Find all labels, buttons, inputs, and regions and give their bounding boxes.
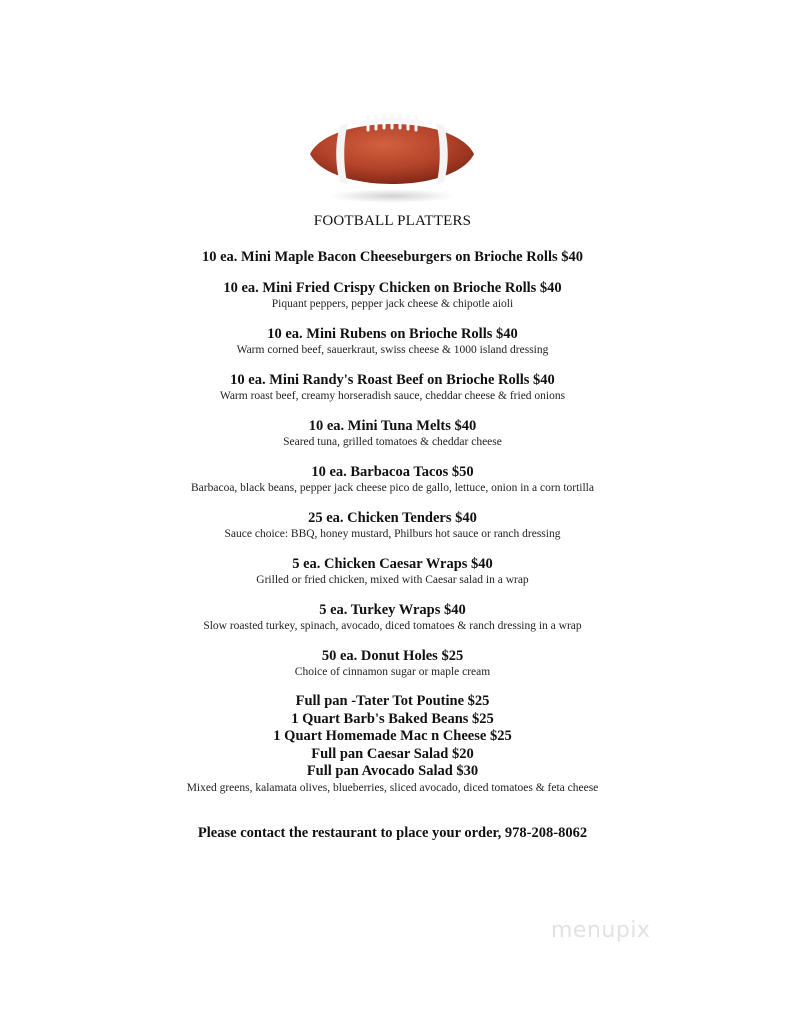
menu-item	[0, 463, 785, 496]
menu-items	[0, 248, 785, 809]
item-description: Grilled or fried chicken, mixed with Caesar salad in a wrap	[256, 574, 529, 586]
sides-group	[0, 693, 785, 796]
side-item: Full pan Caesar Salad $20	[311, 745, 474, 762]
menu-item	[0, 647, 785, 680]
menu-item	[0, 325, 785, 358]
item-description: Choice of cinnamon sugar or maple cream	[294, 666, 491, 678]
item-description: Barbacoa, black beans, pepper jack cheese pico de gallo, lettuce, onion in a corn tortilla	[191, 482, 594, 494]
side-item: 1 Quart Barb's Baked Beans $25	[291, 710, 494, 727]
menu-item	[0, 417, 785, 450]
item-description: Piquant peppers, pepper jack cheese & chipotle aioli	[271, 298, 514, 310]
sides-description: Mixed greens, kalamata olives, blueberries, sliced avocado, diced tomatoes & feta cheese	[186, 781, 599, 794]
item-name: 10 ea. Mini Randy's Roast Beef on Brioche Rolls $40	[230, 372, 555, 388]
item-name: 50 ea. Donut Holes $25	[321, 648, 464, 664]
item-name: 10 ea. Mini Fried Crispy Chicken on Brioche Rolls $40	[223, 280, 562, 296]
item-name: 10 ea. Barbacoa Tacos $50	[311, 464, 474, 480]
item-description: Seared tuna, grilled tomatoes & cheddar cheese	[283, 436, 502, 448]
menu-item	[0, 509, 785, 542]
menu-item	[0, 371, 785, 404]
menu-item	[0, 279, 785, 312]
item-description: Warm roast beef, creamy horseradish sauce, cheddar cheese & fried onions	[219, 390, 566, 402]
item-description: Warm corned beef, sauerkraut, swiss cheese & 1000 island dressing	[236, 344, 549, 356]
menu-item	[0, 248, 785, 266]
item-name: 10 ea. Mini Rubens on Brioche Rolls $40	[267, 326, 518, 342]
side-item: Full pan Avocado Salad $30	[306, 763, 479, 779]
item-name: 10 ea. Mini Tuna Melts $40	[308, 418, 477, 434]
item-name: 5 ea. Turkey Wraps $40	[319, 602, 466, 618]
side-item: 1 Quart Homemade Mac n Cheese $25	[273, 728, 512, 744]
item-name: 25 ea. Chicken Tenders $40	[308, 510, 477, 526]
item-name: 5 ea. Chicken Caesar Wraps $40	[292, 556, 493, 572]
menu-item	[0, 601, 785, 634]
item-description: Sauce choice: BBQ, honey mustard, Philburs hot sauce or ranch dressing	[224, 528, 561, 540]
football-image	[306, 108, 478, 204]
menu-item	[0, 555, 785, 588]
contact-line: Please contact the restaurant to place your order, 978-208-8062	[197, 825, 588, 841]
watermark-logo: menupix	[551, 918, 651, 943]
page-title: FOOTBALL PLATTERS	[313, 213, 472, 229]
side-item: Full pan -Tater Tot Poutine $25	[295, 693, 490, 709]
item-description: Slow roasted turkey, spinach, avocado, diced tomatoes & ranch dressing in a wrap	[203, 620, 582, 632]
item-name: 10 ea. Mini Maple Bacon Cheeseburgers on Brioche Rolls $40	[201, 249, 583, 265]
